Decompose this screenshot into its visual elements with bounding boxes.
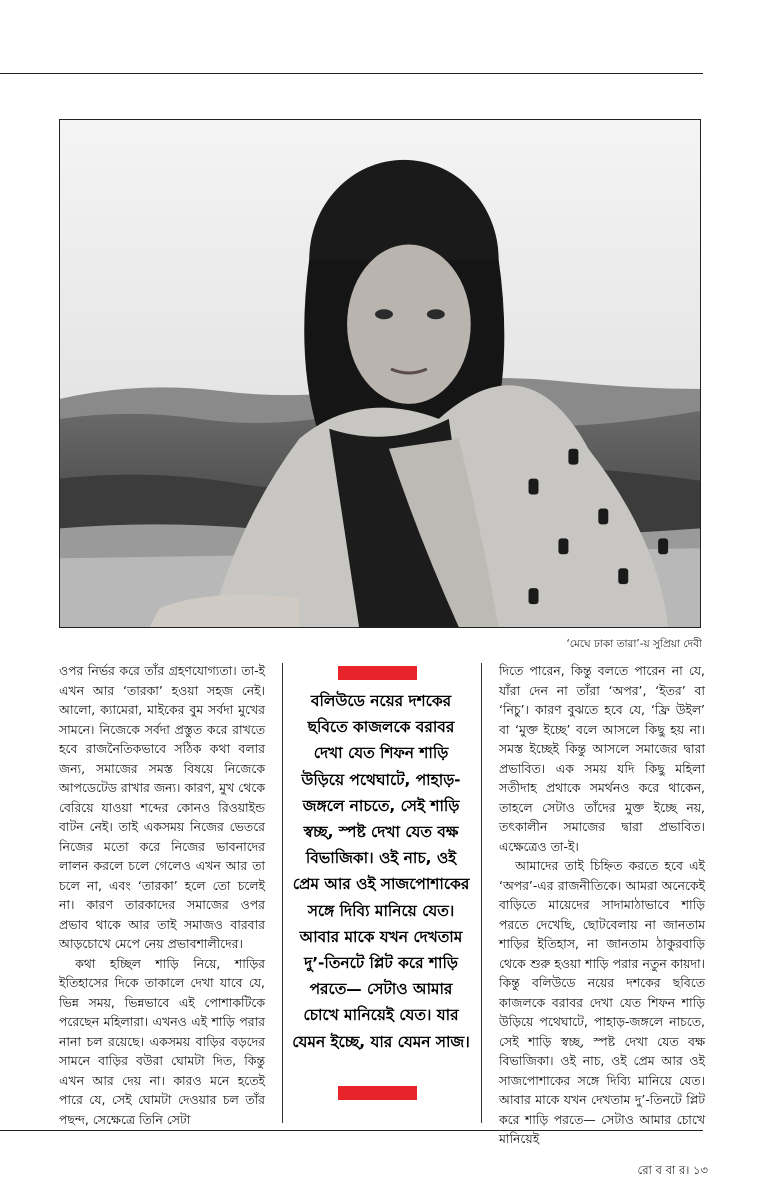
pull-quote-bar-bottom <box>338 1086 417 1100</box>
woman-portrait-image <box>60 120 700 627</box>
paragraph: কথা হচ্ছিল শাড়ি নিয়ে, শাড়ির ইতিহাসের দিকে তাকালে দেখা যাবে যে, ভিন্ন সময়, ভিন্নভাবে এই পোশাকটিকে পরেছেন মহিলারা। এখনও এই শাড়ি পরার নানা চল রয়েছে। একসময় বাড়ির বড়দের সামনে বাড়ির বউরা ঘোমটা দিত, কিন্তু এখন আর দেয় না। কারও মনে হতেই পারে যে, সেই ঘোমটা দেওয়ার চল তাঁর পছন্দ, সেক্ষেত্রে তিনি সেটা <box>59 955 265 1127</box>
paragraph: ওপর নির্ভর করে তাঁর গ্রহণযোগ্যতা। তা-ই এখন আর ‘তারকা’ হওয়া সহজ নেই। আলো, ক্যামেরা, মাইকের বুম সর্বদা মুখের সামনে। নিজেকে সর্বদা প্রস্তুত করে রাখতে হবে রাজনৈতিকভাবে সঠিক কথা বলার জন্য, সমাজের সমস্ত বিষয়ে নিজেকে আপডেটেড রাখার জন্য। কারণ, মুখ থেকে বেরিয়ে যাওয়া শব্দের কোনও রিওয়াইন্ড বাটন নেই। তাই একসময় নিজের ভেতরে নিজের মতো করে নিজের ভাবনাদের লালন করলে চলে গেলেও এখন আর তা চলে না, এবং ‘তারকা’ হলে তো চলেই না। কারণ তারকাদের সমাজের ওপর প্রভাব থাকে আর তাই সমাজও বারবার আড়চোখে মেপে নেয় প্রভাবশালীদের। <box>59 663 265 951</box>
bottom-rule <box>0 1130 703 1131</box>
column-divider-right <box>481 663 482 1123</box>
pull-quote: বলিউডে নয়ের দশকের ছবিতে কাজলকে বরাবর দেখা যেত শিফন শাড়ি উড়িয়ে পথেঘাটে, পাহাড়-জঙ্গলে নাচতে, সেই শাড়ি স্বচ্ছ, স্পষ্ট দেখা যেত বক্ষ বিভাজিকা। ওই নাচ, ওই প্রেম আর ওই সাজপোশাকের সঙ্গে দিব্যি মানিয়ে যেত। আবার মাকে যখন দেখতাম দু’-তিনটে প্লিট করে শাড়ি পরতে— সেটাও আমার চোখে মানিয়েই যেত। যার যেমন ইচ্ছে, যার যেমন সাজ। <box>292 692 470 1051</box>
paragraph: আমাদের তাই চিহ্নিত করতে হবে এই ‘অপর’-এর রাজনীতিকে। আমরা অনেকেই বাড়িতে মায়েদের সাদামাঠাভাবে শাড়ি পরতে দেখেছি, ছোটবেলায় না জানতাম শাড়ির ইতিহাস, না জানতাম ঠাকুরবাড়ি থেকে শুরু হওয়া শাড়ি পরার নতুন কায়দা। কিন্তু বলিউডে নয়ের দশকের ছবিতে কাজলকে বরাবর দেখা যেত শিফন শাড়ি উড়িয়ে পথেঘাটে, পাহাড়-জঙ্গলে নাচতে, সেই শাড়ি স্বচ্ছ, স্পষ্ট দেখা যেত বক্ষ বিভাজিকা। ওই নাচ, ওই প্রেম আর ওই সাজপোশাকের সঙ্গে দিব্যি মানিয়ে যেত। আবার মাকে যখন দেখতাম দু’-তিনটে প্লিট করে শাড়ি পরতে— সেটাও আমার চোখে মানিয়েই <box>499 858 705 1146</box>
column-divider-left <box>282 663 283 1123</box>
photo-caption: ‘মেঘে ঢাকা তারা’-য় সুপ্রিয়া দেবী <box>566 638 702 650</box>
article-column-right <box>499 661 705 1146</box>
paragraph: দিতে পারেন, কিন্তু বলতে পারেন না যে, যাঁরা দেন না তাঁরা ‘অপর’, ‘ইতর’ বা ‘নিচু’। কারণ বুঝতে হবে যে, ‘ফ্রি উইল’ বা ‘মুক্ত ইচ্ছে’ বলে আসলে কিছু হয় না। সমস্ত ইচ্ছেই কিন্তু আসলে সমাজের দ্বারা প্রভাবিত। এক সময় যদি কিছু মহিলা সতীদাহ প্রথাকে সমর্থনও করে থাকেন, তাহলে সেটাও তাঁদের মুক্ত ইচ্ছে নয়, তৎকালীন সমাজের দ্বারা প্রভাবিত। এক্ষেত্রেও তা-ই। <box>499 663 705 854</box>
article-column-left <box>59 661 265 1127</box>
pull-quote-bar-top <box>338 666 417 680</box>
top-rule <box>0 73 703 74</box>
page-folio: রো ব বা র। ১৩ <box>637 1163 708 1177</box>
article-photo <box>59 119 701 628</box>
